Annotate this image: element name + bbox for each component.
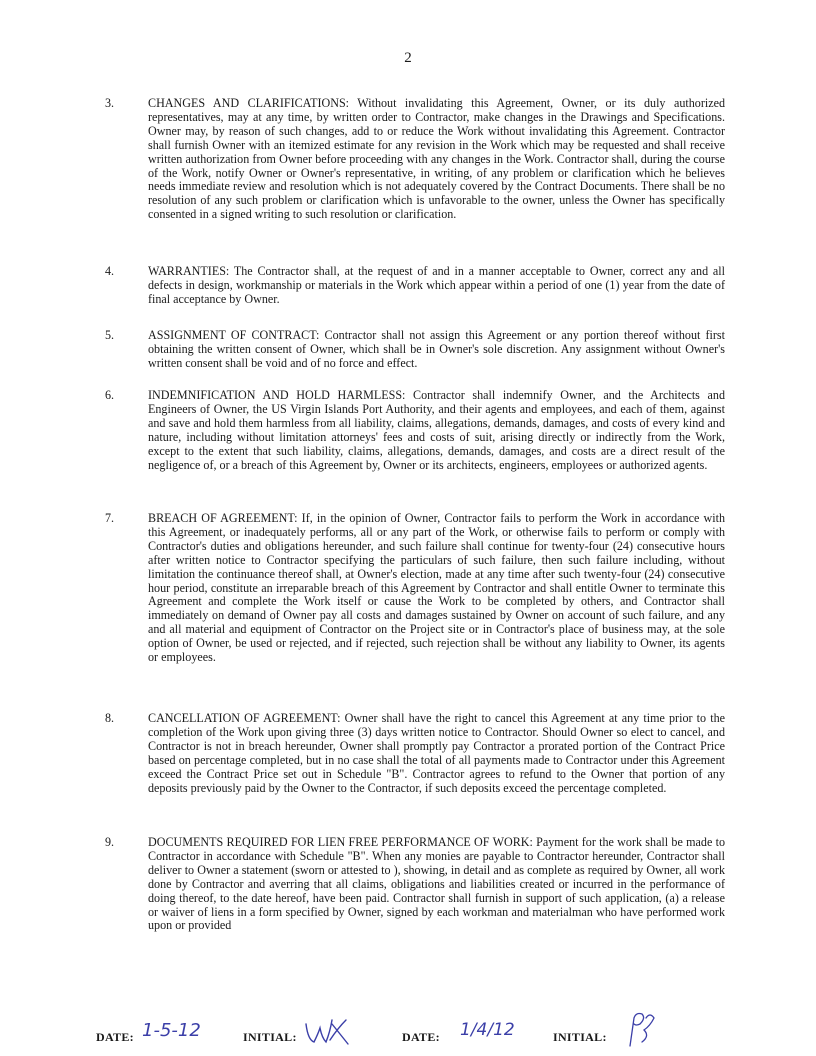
clause-text: BREACH OF AGREEMENT: If, in the opinion of Owner, Contractor fails to perform the Work in accordance with this Agreement, or inadequately performs, all or any part of the Work, or otherwise fails to perform or comply with Contractor's duties and obligations hereunder, and such failure shall continue for twenty-four (24) consecutive hours after written notice to Contractor specifying the particulars of such failure, then such failure including, without limitation the continuance thereof shall, at Owner's election, made at any time after such twenty-four (24) consecutive hour period, constitute an irreparable breach of this Agreement by Contractor and shall entitle Owner to terminate this Agreement and complete the Work itself or cause the Work to be completed by others, and Contractor shall immediately on demand of Owner pay all costs and damages sustained by Owner on account of such failure, and any and all material and equipment of Contractor on the Project site or in Contractor's place of business may, at the sole option of Owner, be used or rejected, and if rejected, such rejection shall be without any liability to Owner, its agents or employees. xyxy=(148,511,725,665)
clause-text: WARRANTIES: The Contractor shall, at the request of and in a manner acceptable to Owner, correct any and all defects in design, workmanship or materials in the Work which appear within a period of one (1) year from the date of final acceptance by Owner. xyxy=(148,264,725,306)
clause-3 xyxy=(105,97,725,222)
clause-text: ASSIGNMENT OF CONTRACT: Contractor shall not assign this Agreement or any portion thereof without first obtaining the written consent of Owner, which shall be in Owner's sole discretion. Any assignment without Owner's written consent shall be void and of no force and effect. xyxy=(148,328,725,370)
date-label-1: DATE: xyxy=(96,1030,134,1044)
clause-9 xyxy=(105,836,725,933)
clause-5 xyxy=(105,329,725,371)
initial-label-2: INITIAL: xyxy=(553,1030,607,1044)
handwritten-date-1: 1-5-12 xyxy=(142,1020,201,1041)
clause-text: INDEMNIFICATION AND HOLD HARMLESS: Contractor shall indemnify Owner, and the Architects and Engineers of Owner, the US Virgin Islands Port Authority, and their agents and employees, and each of them, against and save and hold them harmless from all liability, claims, allegations, demands, damages, and costs of every kind and nature, including without limitation attorneys' fees and costs of suit, arising directly or indirectly from the Work, except to the extent that such liability, claims, allegations, demands, damages, and costs are a direct result of the negligence of, or a breach of this Agreement by, Owner or its architects, engineers, employees or authorized agents. xyxy=(148,388,725,472)
clause-7 xyxy=(105,512,725,665)
signature-footer xyxy=(0,1022,816,1052)
clause-number: 9. xyxy=(105,835,115,849)
clause-text: DOCUMENTS REQUIRED FOR LIEN FREE PERFORMANCE OF WORK: Payment for the work shall be made to Contractor in accordance with Schedule "B". When any monies are payable to Contractor hereunder, Contractor shall deliver to Owner a statement (sworn or attested to ), showing, in detail and as complete as required by Owner, all work done by Contractor and averring that all claims, obligations and liabilities created or incurred in the performance of doing thereof, to the date hereof, have been paid. Contractor shall furnish in support of such application, (a) a release or waiver of liens in a form specified by Owner, signed by each workman and materialman who have performed work upon or provided xyxy=(148,835,725,933)
clause-number: 5. xyxy=(105,328,115,342)
date-label-2: DATE: xyxy=(402,1030,440,1044)
clause-number: 4. xyxy=(105,264,115,278)
handwritten-date-2: 1/4/12 xyxy=(460,1020,515,1040)
page-number: 2 xyxy=(404,50,412,66)
clause-number: 7. xyxy=(105,511,115,525)
handwritten-initial-2 xyxy=(620,1008,656,1048)
clause-text: CHANGES AND CLARIFICATIONS: Without invalidating this Agreement, Owner, or its duly authorized representatives, may at any time, by written order to Contractor, make changes in the Drawings and Specifications. Owner may, by reason of such changes, add to or reduce the Work without invalidating this Agreement. Contractor shall furnish Owner with an itemized estimate for any revision in the Work which may be requested and shall receive written authorization from Owner before proceeding with any changes in the Work. Contractor shall, during the course of the Work, notify Owner or Owner's representative, in writing, of any problem or clarification which he believes needs immediate review and resolution which is not adequately covered by the Contract Documents. There shall be no resolution of any such problem or clarification which is unfavorable to the owner, unless the Owner has specifically consented in a signed writing to such resolution or clarification. xyxy=(148,96,725,222)
clause-number: 3. xyxy=(105,96,115,110)
clause-4 xyxy=(105,265,725,307)
initial-label-1: INITIAL: xyxy=(243,1030,297,1044)
clause-text: CANCELLATION OF AGREEMENT: Owner shall have the right to cancel this Agreement at any time prior to the completion of the Work upon giving three (3) days written notice to Contractor. Should Owner so elect to cancel, and Contractor is not in breach hereunder, Owner shall promptly pay Contractor a prorated portion of the Contract Price based on percentage completed, but in no case shall the total of all payments made to Contractor under this Agreement exceed the Contract Price set out in Schedule "B". Contractor agrees to refund to the Owner that portion of any deposits previously paid by the Owner to the Contractor, if such deposits exceed the percentage completed. xyxy=(148,711,725,795)
clause-number: 6. xyxy=(105,388,115,402)
clause-8 xyxy=(105,712,725,795)
clause-6 xyxy=(105,389,725,472)
handwritten-initial-1 xyxy=(302,1014,352,1048)
clause-number: 8. xyxy=(105,711,115,725)
